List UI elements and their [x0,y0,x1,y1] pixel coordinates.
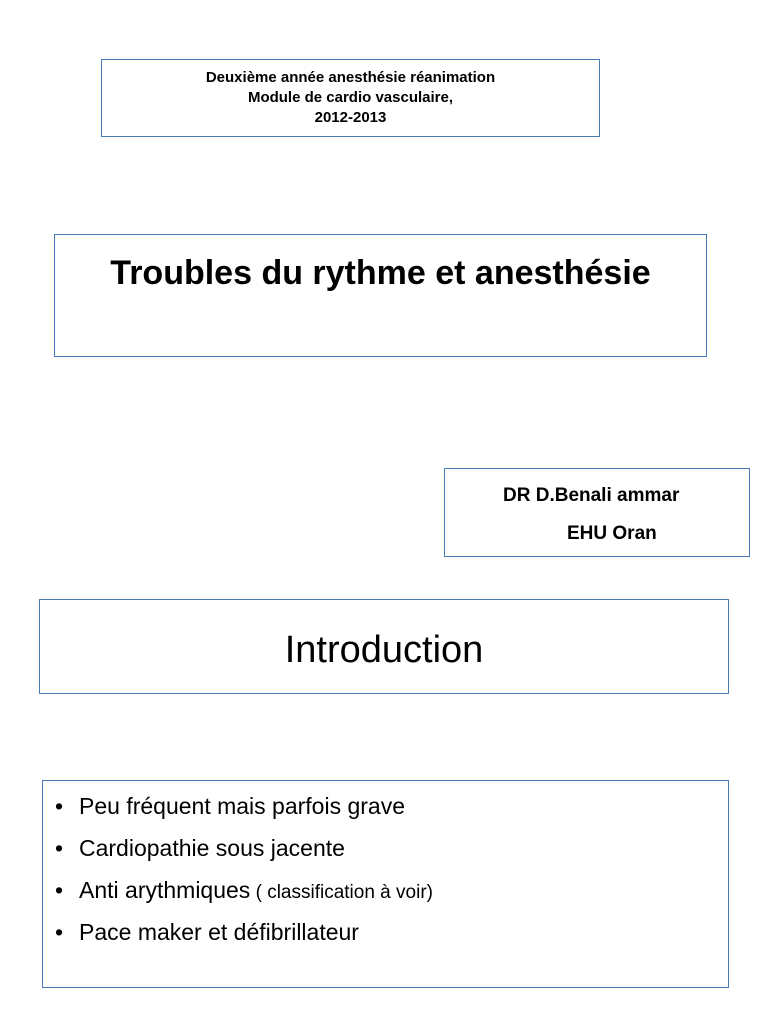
course-date-line: 2012-2013 [314,109,387,126]
bullet-list [55,791,433,959]
author-institution: EHU Oran [567,523,657,544]
list-item-text: Cardiopathie sous jacente [79,835,345,861]
author-name: DR D.Benali ammar [503,485,680,506]
course-module-line: Module de cardio vasculaire, [247,89,454,106]
list-item-note: ( classification à voir) [250,882,433,903]
list-item-text: Peu fréquent mais parfois grave [79,793,406,819]
bullet-icon: • [55,919,64,945]
section-heading: Introduction [284,629,484,671]
author-box [444,468,750,557]
bullet-icon: • [55,835,64,861]
section-heading-box [39,599,729,694]
list-item [55,833,433,863]
bullet-list-box [42,780,729,988]
list-item [55,875,433,905]
course-year-line: Deuxième année anesthésie réanimation [205,69,496,86]
list-item [55,917,433,947]
title-box [54,234,707,357]
list-item [55,791,433,821]
course-info-box [101,59,600,137]
list-item-text: Anti arythmiques [79,877,251,903]
list-item-text: Pace maker et défibrillateur [79,919,359,945]
bullet-icon: • [55,793,64,819]
bullet-icon: • [55,877,64,903]
document-title: Troubles du rythme et anesthésie [110,254,651,292]
